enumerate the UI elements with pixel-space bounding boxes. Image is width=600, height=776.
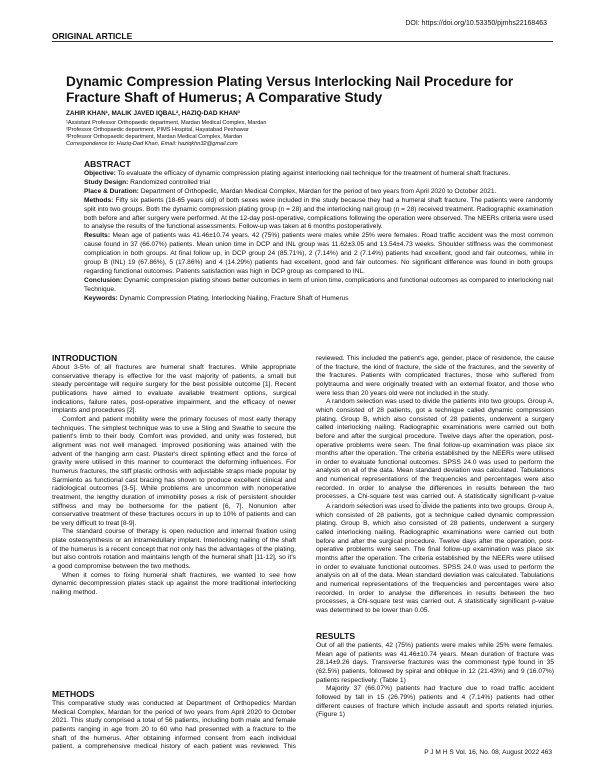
results-heading: RESULTS	[316, 631, 356, 641]
abstract-results: Results: Mean age of patients was 41.46±10.74 years. 42 (75%) patients were males while 25% were females. Road traffic accident was the most common cause found in 37 (66.07%) patients. Mean union time in DCP and INL group was 11.62±3.05 and 13.54±4.73 weeks. Shoulder stiffness was the commonest complication in both groups. At final follow up, in DCP group 24 (85.71%), 2 (7.14%) and 2 (7.14%) patients had excellent, good and fair outcomes, while in group B (INL) 19 (67.86%), 5 (17.86%) and 4 (14.29%) patients had excellent, good and fair outcomes. No significant difference was found in both groups regarding functional outcomes. Patients satisfaction was high in DCP group as compared to INL.	[84, 232, 553, 275]
abstract-methods: Methods: Fifty six patients (18-65 years old) of both sexes were included in the study because they had a humeral shaft fracture. The patients were randomly split into two groups. Both the dynamic compression plating group (n = 28) and the interlocking nail group (n = 28) received treatment. Radiographic examination both before and after surgery were performed. At the 12-day post-operative, complications following the operation were observed. The NEERs criteria were used to analyse the results of the functional assessments. Follow-up was taken at 6 months postoperatively.	[84, 196, 553, 231]
doi-link[interactable]: DOI: https://doi.org/10.53350/pjmhs22168463	[405, 20, 547, 27]
affiliation-3: ³Professor Orthopaedic department, Mardan Medical Complex, Mardan	[66, 134, 243, 140]
author-list: ZAHIR KHAN¹, MALIK JAVED IQBAL², HAZIQ-DAD KHAN³	[66, 110, 240, 117]
results-paragraph-2: Majority 37 (66.07%) patients had fracture due to road traffic accident followed by fall in 15 (26.79%) patients and 4 (7.14%) patients had other different causes of fracture which include assault and sports related injuries. (Figure 1)	[316, 685, 554, 719]
methods-body-continued: reviewed. This included the patient's age, gender, place of residence, the cause of the fracture, the kind of fracture, the side of the fractures, and the severity of the fractures. Patients with complicated fractures, those who suffered from polytrauma and were originally treated with an external fixator, and those who were less than 20 years old were not included in the study. A random selection was used to divide the patients into two groups. Group A, which consisted of 28 patients, got a technique called dynamic compression plating. Group B, which also consisted of 28 patients, underwent a surgery called interlocking nailing. Radiographic examinations were carried out both before and after the surgical procedure. Twelve days after the operation, post-operative problems were seen. The final follow-up examination was place six months after the operation. The criteria established by the NEERs were utilised in order to evaluate functional outcomes. SPSS 24.0 was used to perform the analysis on all of the data. Mean standard deviation was calculated. Tabulations and numerical representations of the frequencies and percentages were also recorded. In order to analyse the differences in results between the two processes, a Chi-square test was carried out. A statistically significant p-value	[316, 355, 554, 501]
abstract-place: Place & Duration: Department of Orthopedic, Mardan Medical Complex, Mardan for the period of two years from April 2020 to October 2021.	[84, 187, 497, 195]
results-paragraph-1: Out of all the patients, 42 (75%) patients were males while 25% were females. Mean age of patients was 41.46±10.74 years. Mean duration of fracture was 28.14±9.26 days. Transverse fractures was the commonest type found in 35 (62.5%) patients, followed by spiral and oblique in 12 (21.43%) and 9 (16.07%) patients respectively. (Table 1)	[316, 642, 554, 684]
affiliation-2: ²Professor Orthopaedic department, PIMS Hospital, Hayatabad Peshawar	[66, 127, 249, 133]
abstract-heading: ABSTRACT	[84, 159, 131, 169]
header-divider	[52, 41, 553, 42]
abstract-conclusion: Conclusion: Dynamic compression plating shows better outcomes in term of union time, complications and functional outcomes as compared to interlocking nail Technique.	[84, 276, 553, 293]
methods-paragraph-2: A random selection was used to divide the patients into two groups. Group A, which consisted of 28 patients, got a technique called dynamic compression plating. Group B, which also consisted of 28 patients, underwent a surgery called interlocking nailing. Radiographic examinations were carried out both before and after the surgical procedure. Twelve days after the operation, post-operative problems were seen. The final follow-up examination was place six months after the operation. The criteria established by the NEERs were utilised in order to evaluate functional outcomes. SPSS 24.0 was used to perform the analysis on all of the data. Mean standard deviation was calculated. Tabulations and numerical representations of the frequencies and percentages were also recorded. In order to analyse the differences in results between the two processes, a Chi-square test was carried out. A statistically significant p-value was determined to be lower than 0.05.	[316, 503, 554, 614]
intro-paragraph-1: About 3-5% of all fractures are humeral shaft fractures. While appropriate conservative therapy is effective for the vast majority of patients, a small but steady percentage will require surgery for the best possible outcome [1]. Recent publications have aimed to evaluate available treatment options, surgical indications, failure rates, post-operative impairment, and the efficacy of newer implants and procedures [2].	[52, 364, 296, 415]
introduction-heading: INTRODUCTION	[52, 353, 118, 363]
intro-paragraph-3: The standard course of therapy is open reduction and internal fixation using plate osteosynthesis or an intramedullary implant. Interlocking nailing of the shaft of the humerus is a recent concept that not only has the advantages of the plating, but also controls rotation and maintains length of the humeral shaft [11-12], so it's a good compromise between the two methods.	[52, 528, 296, 571]
intro-paragraph-2: Comfort and patient mobility were the primary focuses of most early therapy techniques. The simplest technique was to use a Sling and Swathe to secure the patient's limb to their body. Comfort was provided, and unity was fostered, but alignment was not well managed. Improved positioning was attained with the advent of the hanging arm cast. Plaster's direct splinting effect and the force of gravity were utilised in this manner to counteract the deforming influences. For humerus fractures, the stiff plastic orthosis with adjustable straps made popular by Sarmiento as functional cast bracing has shown to produce excellent clinical and radiological outcomes [3-5]. While problems are uncommon with nonoperative treatment, the lengthy duration of immobility poses a risk of persistent shoulder stiffness and may be bothersome for the patient [6, 7]. Nonunion after conservative treatment of these fractures occurs in up to 10% of patients and can be very difficult to treat [8-9].	[52, 415, 296, 527]
correspondence: Correspondence to: Haziq-Dad Khan, Email: haziqkhn32@gmail.com	[66, 141, 238, 147]
abstract-design: Study Design: Randomized controlled trial	[84, 178, 211, 186]
affiliation-1: ¹Assistant Professor Orthopaedic department, Mardan Medical Complex, Mardan	[66, 120, 267, 126]
results-body	[316, 642, 554, 720]
abstract-body	[84, 170, 553, 304]
introduction-body	[52, 364, 296, 598]
paper-title: Dynamic Compression Plating Versus Interlocking Nail Procedure for Fracture Shaft of Humerus; A Comparative Study	[66, 74, 514, 105]
article-type: ORIGINAL ARTICLE	[52, 31, 133, 41]
methods-heading: METHODS	[52, 689, 95, 699]
page-footer: P J M H S Vol. 16, No. 08, August 2022 463	[424, 749, 552, 756]
abstract-keywords: Keywords: Dynamic Compression Plating, Interlocking Nailing, Fracture Shaft of Humerus	[84, 294, 349, 302]
abstract-objective: Objective: To evaluate the efficacy of dynamic compression plating against interlocking nail technique for the treatment of humeral shaft fractures.	[84, 170, 511, 177]
methods-body-part1: This comparative study was conducted at Department of Orthopedics Mardan Medical Complex, Mardan for the period of two years from April 2020 to October 2021. This study comprised a total of 56 patients, including both male and female patients ranging in age from 20 to 60 who had presented with a fracture to the shaft of the humerus. After obtaining informed consent from each individual patient, a comprehensive medical history of each patient was reviewed. This	[52, 700, 296, 751]
intro-paragraph-4: When it comes to fixing humeral shaft fractures, we wanted to see how dynamic decompression plates stack up against the more traditional interlocking nailing method.	[52, 571, 296, 597]
